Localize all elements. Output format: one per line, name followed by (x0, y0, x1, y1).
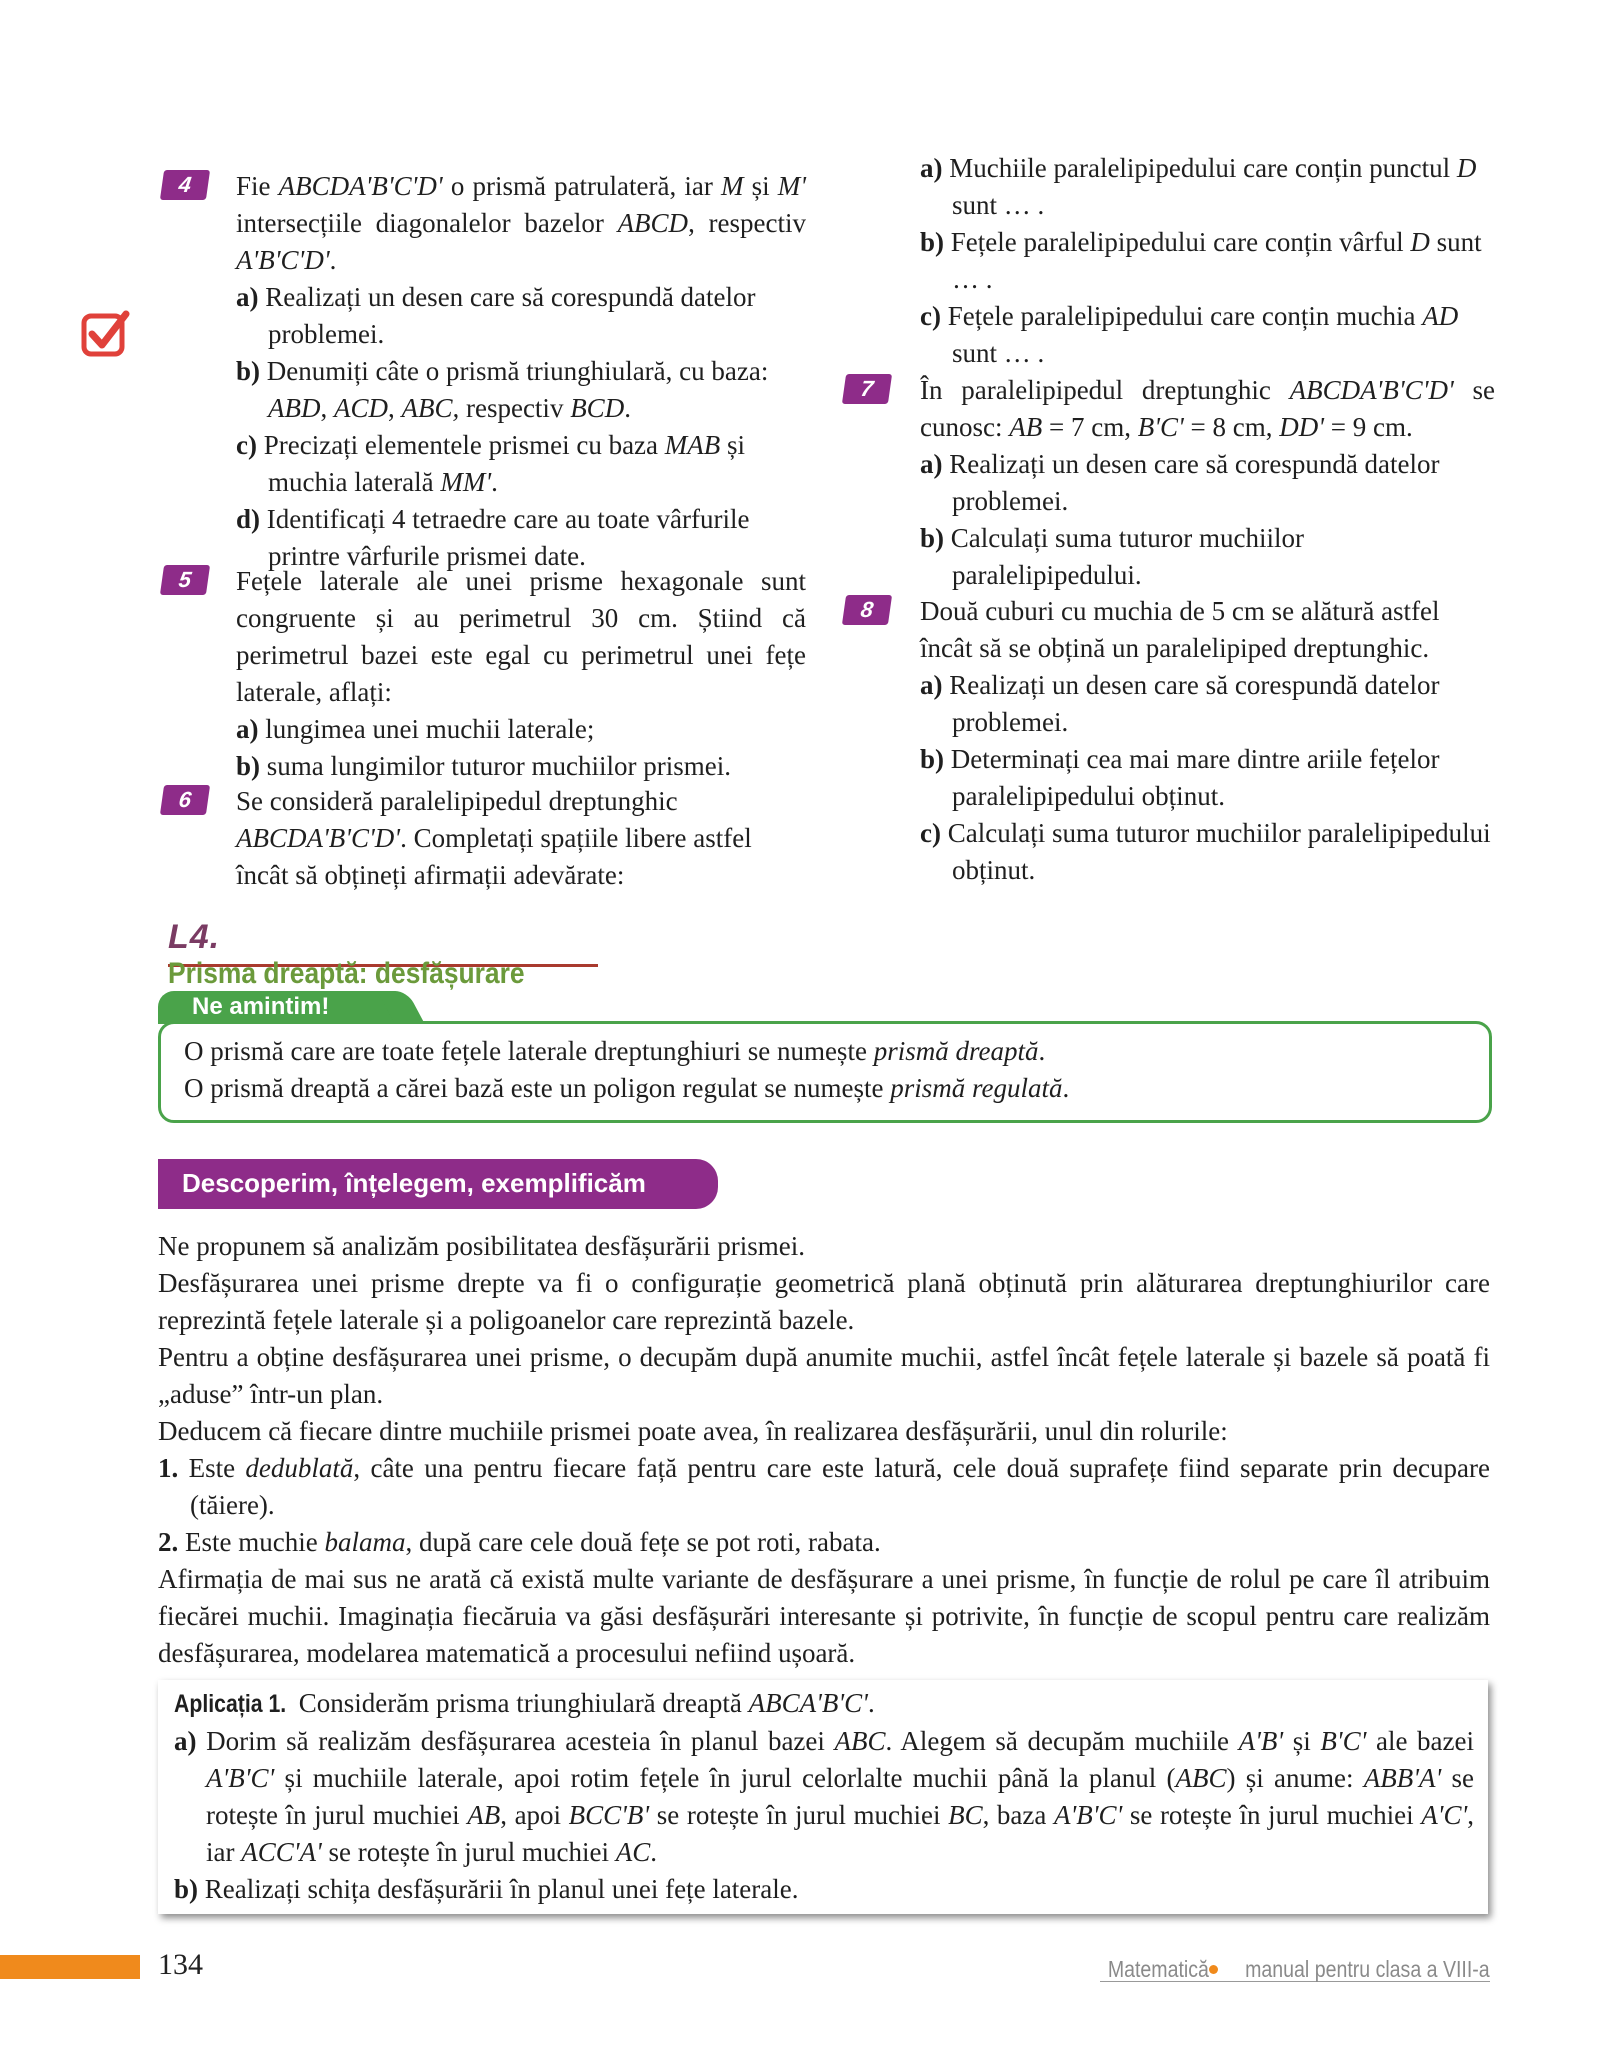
recall-tab-label: Ne amintim! (192, 993, 330, 1020)
problem-4-intro: Fie ABCDA'B'C'D' o prismă patrulateră, iar M și M' intersecțiile diagonalelor bazelor ABCD, respectiv A'B'C'D'. (236, 171, 807, 275)
application-text (174, 1685, 1474, 1908)
problem-8-b: b) Determinați cea mai mare dintre ariile fețelor paralelipipedului obținut. (920, 744, 1440, 811)
problem-6-badge: 6 (160, 785, 210, 815)
problem-7-intro: În paralelipipedul dreptunghic ABCDA'B'C'D' se cunosc: AB = 7 cm, B'C' = 8 cm, DD' = 9 cm. (920, 375, 1495, 442)
lesson-code: L4. (168, 918, 221, 956)
problem-8-intro: Două cuburi cu muchia de 5 cm se alătură astfel încât să se obțină un paralelipiped dreptunghic. (920, 596, 1440, 663)
application-a: a) Dorim să realizăm desfășurarea acesteia în planul bazei ABC. Alegem să decupăm muchiile A'B' și B'C' ale bazei A'B'C' și muchiile laterale, apoi rotim fețele în jurul celorlalte muchii până la planul (ABC) și anume: ABB'A' se rotește în jurul muchiei AB, apoi BCC'B' se rotește în jurul muchiei BC, baza A'B'C' se rotește în jurul muchiei A'C', iar ACC'A' se rotește în jurul muchiei AC. (174, 1726, 1474, 1867)
problem-8 (920, 593, 1495, 889)
footer-dot-icon (1209, 1965, 1218, 1974)
problem-6-items (920, 150, 1495, 372)
discover-tab (158, 1159, 718, 1209)
problem-5-b: b) suma lungimilor tuturor muchiilor prismei. (236, 751, 731, 781)
problem-6-intro: Se consideră paralelipipedul dreptunghic ABCDA'B'C'D'. Completați spațiile libere astfel încât să obțineți afirmații adevărate: (236, 786, 752, 890)
footer-book-title (1090, 1956, 1490, 1983)
footer-orange-bar (0, 1955, 140, 1979)
recall-line-2: O prismă dreaptă a cărei bază este un poligon regulat se numește prismă regulată. (184, 1073, 1070, 1103)
problem-7-badge: 7 (842, 374, 892, 404)
discover-p2: Desfășurarea unei prisme drepte va fi o configurație geometrică plană obținută prin alăturarea dreptunghiurilor care reprezintă fețele laterale și a poligoanelor care reprezintă bazele. (158, 1268, 1490, 1335)
discover-p4: Deducem că fiecare dintre muchiile prismei poate avea, în realizarea desfășurării, unul din rolurile: (158, 1416, 1228, 1446)
problem-4-d: d) Identificați 4 tetraedre care au toate vârfurile printre vârfurile prismei date. (236, 504, 750, 571)
discover-item-2: 2. Este muchie balama, după care cele două fețe se pot roti, rabata. (158, 1527, 881, 1557)
application-intro: Aplicația 1. Considerăm prisma triunghiulară dreaptă ABCA'B'C'. (174, 1688, 875, 1718)
problem-8-a: a) Realizați un desen care să corespundă datelor problemei. (920, 670, 1440, 737)
application-b: b) Realizați schița desfășurării în planul unei fețe laterale. (174, 1874, 799, 1904)
problem-7-a: a) Realizați un desen care să corespundă datelor problemei. (920, 449, 1440, 516)
problem-8-badge: 8 (842, 595, 892, 625)
discover-item-1: 1. Este dedublată, câte una pentru fiecare față pentru care este latură, cele două suprafețe fiind separate prin decupare (tăiere). (158, 1453, 1490, 1520)
lesson-title: Prisma dreaptă: desfășurare (168, 957, 525, 990)
problem-4 (236, 168, 806, 575)
problem-7-b: b) Calculați suma tuturor muchiilor paralelipipedului. (920, 523, 1304, 590)
discover-body (158, 1228, 1490, 1672)
problem-6-b: b) Fețele paralelipipedului care conțin vârful D sunt … . (920, 227, 1482, 294)
problem-6 (236, 783, 806, 894)
page-number: 134 (158, 1948, 203, 1981)
problem-5-a: a) lungimea unei muchii laterale; (236, 714, 595, 744)
problem-4-a: a) Realizați un desen care să corespundă datelor problemei. (236, 282, 756, 349)
problem-8-c: c) Calculați suma tuturor muchiilor paralelipipedului obținut. (920, 818, 1491, 885)
problem-4-badge: 4 (160, 170, 210, 200)
lesson-heading (168, 918, 598, 990)
footer-subject: Matematică (1108, 1956, 1210, 1982)
problem-5-badge: 5 (160, 565, 210, 595)
discover-p5: Afirmația de mai sus ne arată că există multe variante de desfășurare a unei prisme, în funcție de rolul pe care îl atribuim fiecărei muchii. Imaginația fiecăruia va găsi desfășurări interesante și potrivite, în funcție de scopul pentru care realizăm desfășurarea, modelarea matematică a procesului nefiind ușoară. (158, 1564, 1490, 1668)
discover-p3: Pentru a obține desfășurarea unei prisme, o decupăm după anumite muchii, astfel încât fețele laterale și bazele să poată fi „aduse” într-un plan. (158, 1342, 1490, 1409)
discover-p1: Ne propunem să analizăm posibilitatea desfășurării prismei. (158, 1231, 806, 1261)
problem-5 (236, 563, 806, 785)
checkmark-icon (80, 308, 132, 360)
problem-6-a: a) Muchiile paralelipipedului care conțin punctul D sunt … . (920, 153, 1477, 220)
footer-rest: manual pentru clasa a VIII-a (1245, 1956, 1490, 1982)
problem-7 (920, 372, 1495, 594)
recall-text (184, 1033, 1474, 1107)
problem-6-c: c) Fețele paralelipipedului care conțin muchia AD sunt … . (920, 301, 1459, 368)
discover-tab-label: Descoperim, înțelegem, exemplificăm (182, 1168, 646, 1198)
problem-4-c: c) Precizați elementele prismei cu baza MAB și muchia laterală MM'. (236, 430, 746, 497)
problem-4-b: b) Denumiți câte o prismă triunghiulară, cu baza: ABD, ACD, ABC, respectiv BCD. (236, 356, 769, 423)
recall-line-1: O prismă care are toate fețele laterale dreptunghiuri se numește prismă dreaptă. (184, 1036, 1046, 1066)
recall-tab (158, 991, 402, 1024)
problem-5-intro: Fețele laterale ale unei prisme hexagonale sunt congruente și au perimetrul 30 cm. Știind că perimetrul bazei este egal cu perimetrul unei fețe laterale, aflați: (236, 566, 806, 707)
